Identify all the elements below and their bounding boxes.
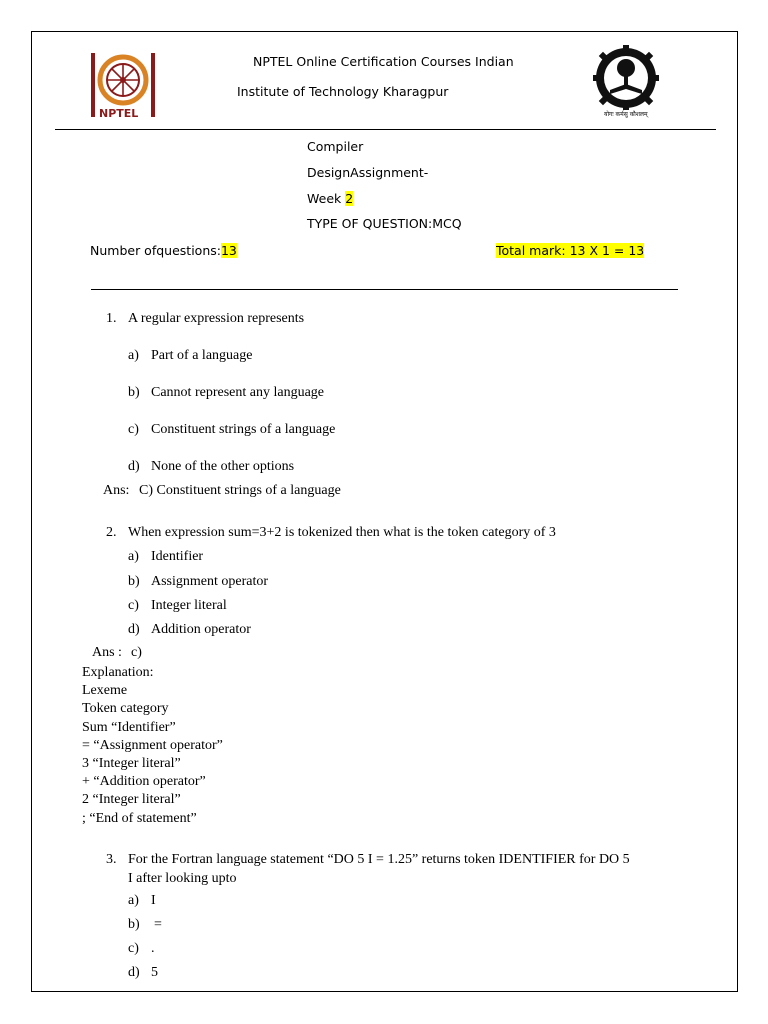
q2-answer-label: Ans : [92,645,122,660]
q1-option-a-letter: a) [128,348,139,363]
question-2-number: 2. [106,525,117,540]
q3-option-a-text: I [151,893,156,908]
q1-option-c-text: Constituent strings of a language [151,422,336,437]
q3-option-a-letter: a) [128,893,139,908]
header-divider [55,129,716,130]
q3-option-b-text: = [154,917,162,932]
iit-kharagpur-logo [590,44,662,122]
nptel-logo-text: NPTEL [99,107,139,120]
explanation-line: 3 “Integer literal” [82,756,181,772]
q1-option-c-letter: c) [128,422,139,437]
q1-answer: C) Constituent strings of a language [139,483,341,498]
explanation-line: Lexeme [82,683,128,699]
explanation-line: + “Addition operator” [82,774,206,790]
q2-option-c-letter: c) [128,598,139,613]
q1-option-d-letter: d) [128,459,140,474]
question-3-text-line-2: I after looking upto [128,871,237,886]
q3-option-d-text: 5 [151,965,158,980]
explanation-line: ; “End of statement” [82,810,197,826]
question-2-text: When expression sum=3+2 is tokenized then what is the token category of 3 [128,525,556,540]
q1-option-a-text: Part of a language [151,348,253,363]
meta-divider [91,289,678,290]
explanation-line: 2 “Integer literal” [82,792,181,808]
course-title-line-1: Compiler [307,139,364,154]
nptel-logo [90,50,158,122]
q2-answer: c) [131,645,142,660]
total-mark: Total mark: 13 X 1 = 13 [496,243,645,258]
q1-option-d-text: None of the other options [151,459,295,474]
question-1-text: A regular expression represents [128,311,305,326]
q1-option-b-text: Cannot represent any language [151,385,324,400]
q3-option-b-letter: b) [128,917,140,932]
week-label: Week [307,191,346,206]
explanation-line: Explanation: [82,665,154,680]
q2-option-b-text: Assignment operator [151,574,269,589]
num-questions-label: Number ofquestions: [90,243,221,258]
number-of-questions [90,243,237,258]
explanation-line: = “Assignment operator” [82,737,223,753]
question-1-number: 1. [106,311,117,326]
week-number: 2 [345,191,354,206]
q2-option-d-text: Addition operator [151,622,251,637]
question-3-text-line-1: For the Fortran language statement “DO 5 I = 1.25” returns token IDENTIFIER for DO 5 [128,852,630,867]
q1-option-b-letter: b) [128,385,140,400]
header-line-1: NPTEL Online Certification Courses Indian [253,54,514,69]
q2-option-d-letter: d) [128,622,140,637]
question-3-number: 3. [106,852,117,867]
q1-answer-label: Ans: [103,483,130,498]
explanation-line: Sum “Identifier” [82,719,176,735]
q2-option-c-text: Integer literal [151,598,227,613]
header-line-2: Institute of Technology Kharagpur [237,84,449,99]
explanation-line: Token category [82,701,169,717]
course-week [307,191,353,206]
course-title-line-2: DesignAssignment- [307,165,429,180]
q3-option-d-letter: d) [128,965,140,980]
q3-option-c-text: . [151,941,155,956]
num-questions-value: 13 [220,243,237,258]
question-type: TYPE OF QUESTION:MCQ [307,216,462,231]
q2-explanation [82,664,223,828]
q2-option-b-letter: b) [128,574,140,589]
q2-option-a-text: Identifier [151,549,204,564]
q2-option-a-letter: a) [128,549,139,564]
q3-option-c-letter: c) [128,941,139,956]
iit-logo-motto: योगः कर्मसु कौशलम् [604,111,648,118]
